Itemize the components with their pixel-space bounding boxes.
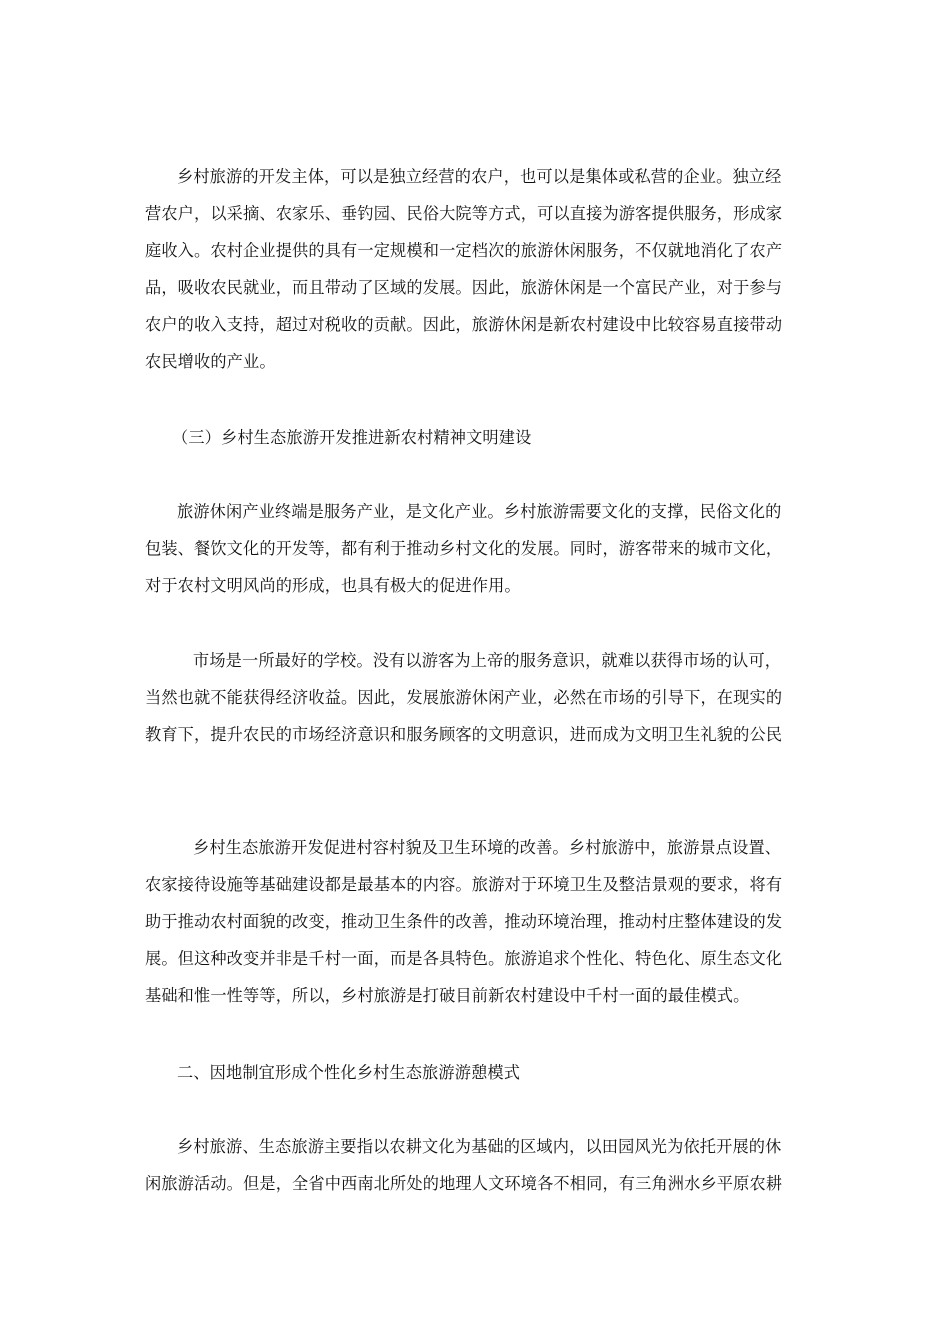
paragraph-1-line-2: 营农户，以采摘、农家乐、垂钓园、民俗大院等方式，可以直接为游客提供服务，形成家	[145, 204, 783, 223]
paragraph-2-line-3: 对于农村文明风尚的形成，也具有极大的促进作用。	[145, 576, 521, 595]
section-heading-3: （三）乡村生态旅游开发推进新农村精神文明建设	[172, 428, 532, 447]
paragraph-1-line-1: 乡村旅游的开发主体，可以是独立经营的农户，也可以是集体或私营的企业。独立经	[177, 167, 782, 186]
paragraph-3-line-1: 市场是一所最好的学校。没有以游客为上帝的服务意识，就难以获得市场的认可，	[193, 651, 782, 670]
paragraph-4-line-4: 展。但这种改变并非是千村一面，而是各具特色。旅游追求个性化、特色化、原生态文化	[145, 949, 783, 968]
paragraph-4-line-3: 助于推动农村面貌的改变，推动卫生条件的改善，推动环境治理，推动村庄整体建设的发	[145, 912, 783, 931]
paragraph-1-line-6: 农民增收的产业。	[145, 352, 276, 371]
section-heading-2: 二、因地制宜形成个性化乡村生态旅游游憩模式	[177, 1063, 521, 1082]
paragraph-4-line-2: 农家接待设施等基础建设都是最基本的内容。旅游对于环境卫生及整洁景观的要求，将有	[145, 875, 783, 894]
paragraph-2-line-2: 包装、餐饮文化的开发等，都有利于推动乡村文化的发展。同时，游客带来的城市文化，	[145, 539, 783, 558]
paragraph-4-line-1: 乡村生态旅游开发促进村容村貌及卫生环境的改善。乡村旅游中，旅游景点设置、	[193, 838, 782, 857]
paragraph-2-line-1: 旅游休闲产业终端是服务产业，是文化产业。乡村旅游需要文化的支撑，民俗文化的	[177, 502, 782, 521]
paragraph-3-line-3: 教育下，提升农民的市场经济意识和服务顾客的文明意识，进而成为文明卫生礼貌的公民	[145, 725, 783, 744]
paragraph-1-line-5: 农户的收入支持，超过对税收的贡献。因此，旅游休闲是新农村建设中比较容易直接带动	[145, 315, 783, 334]
paragraph-3-line-2: 当然也就不能获得经济收益。因此，发展旅游休闲产业，必然在市场的引导下，在现实的	[145, 688, 783, 707]
paragraph-4-line-5: 基础和惟一性等等，所以，乡村旅游是打破目前新农村建设中千村一面的最佳模式。	[145, 986, 750, 1005]
paragraph-1-line-3: 庭收入。农村企业提供的具有一定规模和一定档次的旅游休闲服务，不仅就地消化了农产	[145, 241, 783, 260]
paragraph-5-line-2: 闲旅游活动。但是，全省中西南北所处的地理人文环境各不相同，有三角洲水乡平原农耕	[145, 1174, 783, 1193]
paragraph-5-line-1: 乡村旅游、生态旅游主要指以农耕文化为基础的区域内，以田园风光为依托开展的休	[177, 1137, 782, 1156]
paragraph-1-line-4: 品，吸收农民就业，而且带动了区域的发展。因此，旅游休闲是一个富民产业，对于参与	[145, 278, 783, 297]
